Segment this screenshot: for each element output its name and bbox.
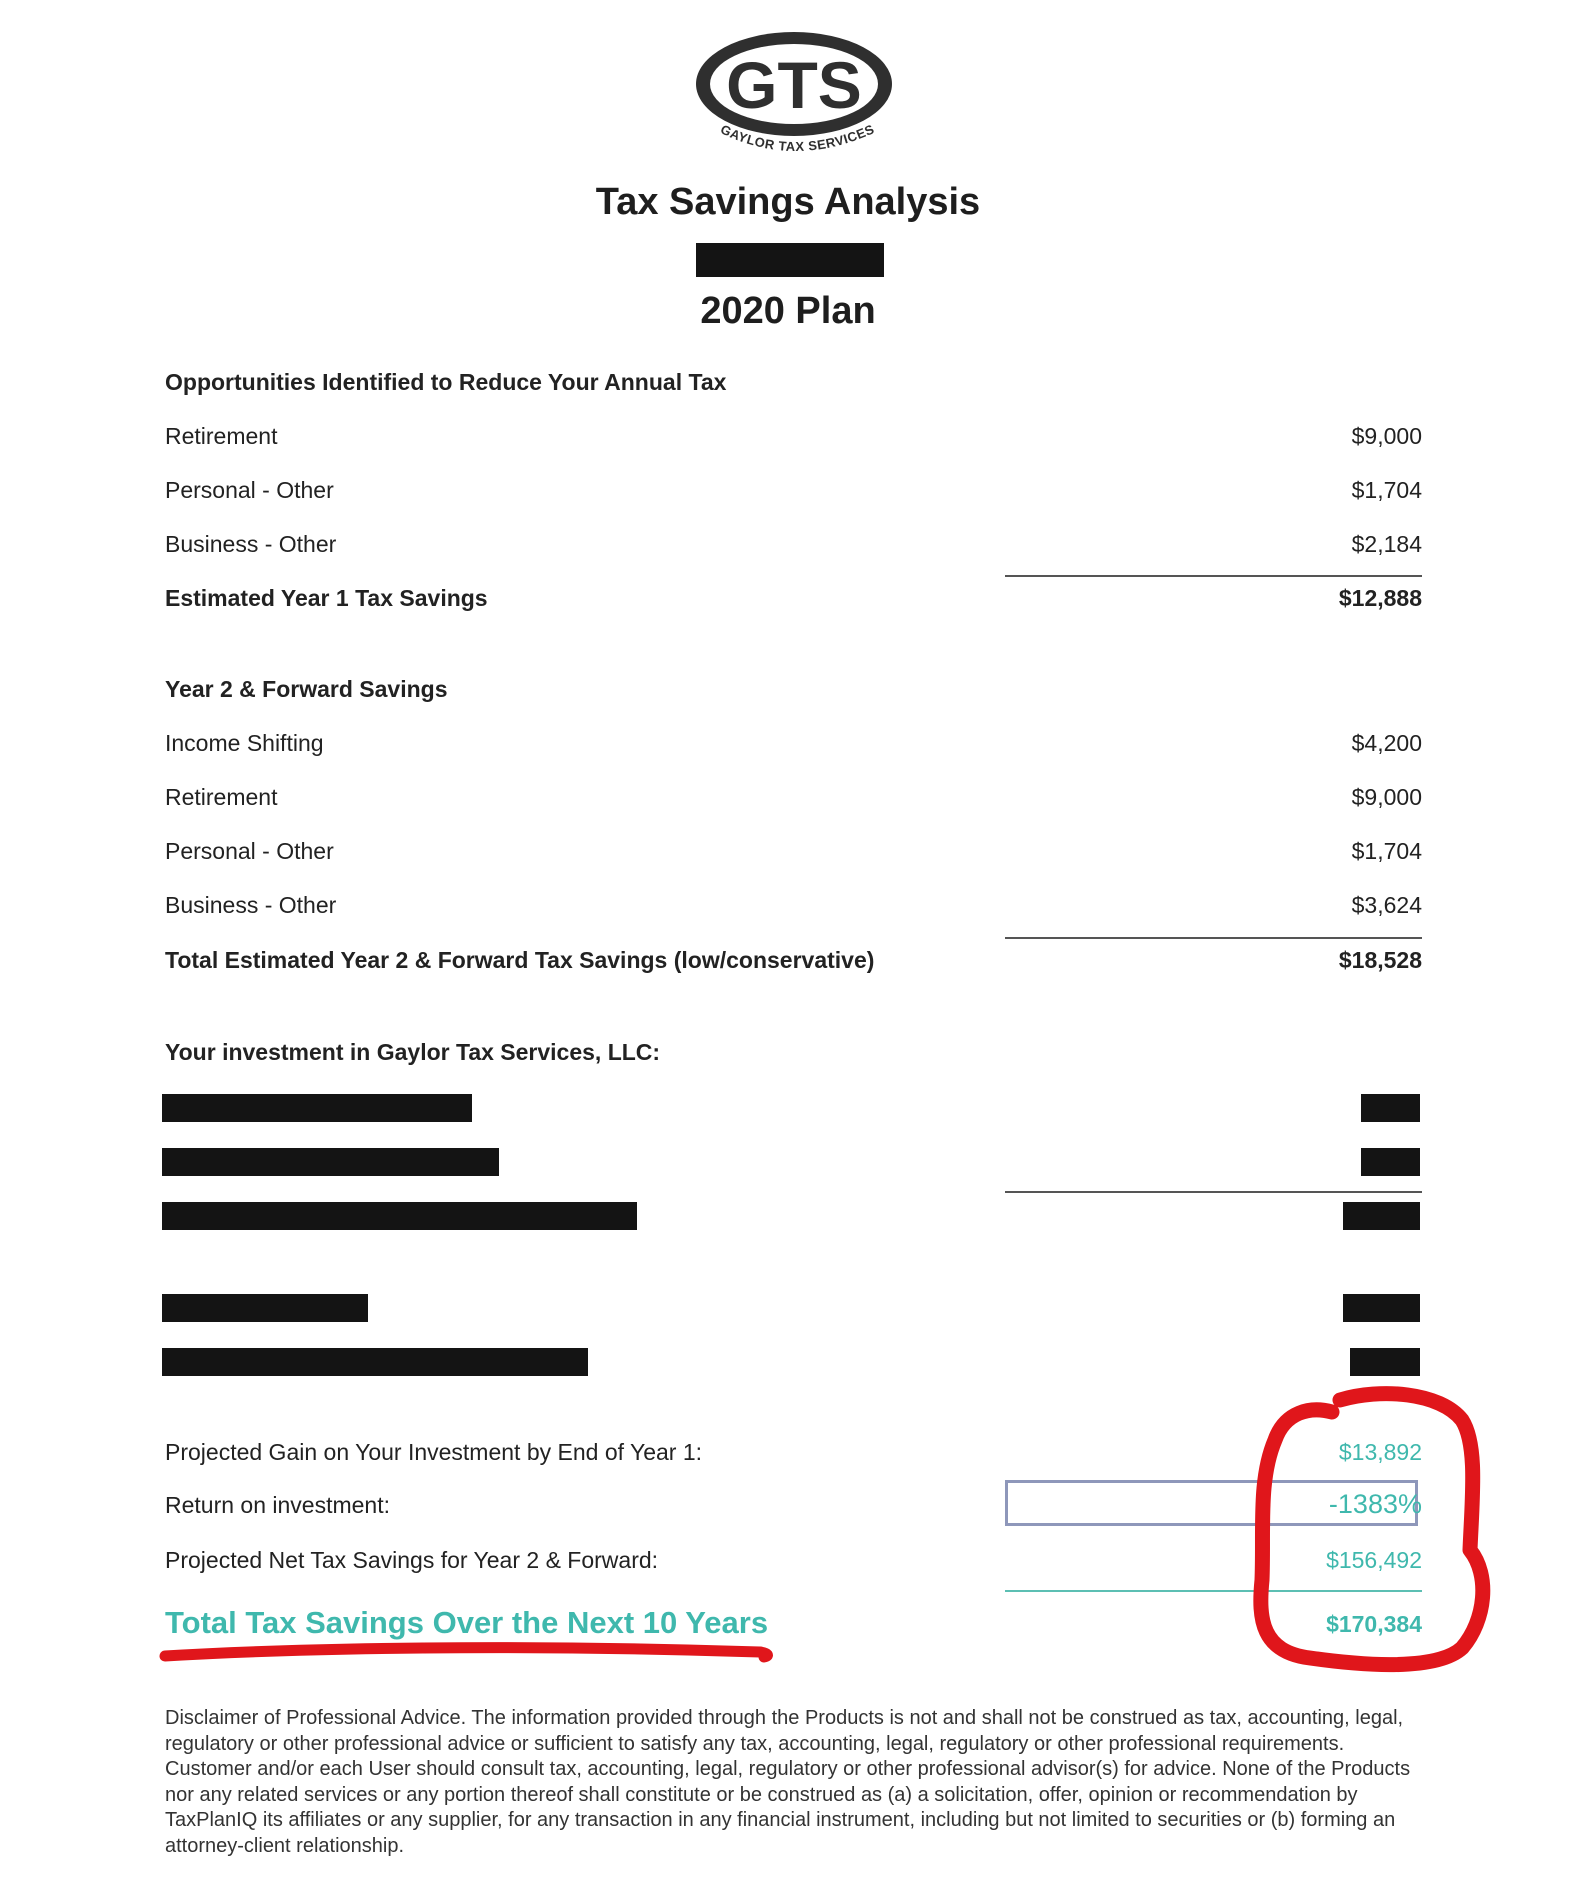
redacted-label: [162, 1202, 637, 1230]
gain-label: Projected Gain on Your Investment by End of Year 1:: [165, 1439, 703, 1465]
item-value: $4,200: [1351, 730, 1422, 756]
item-label: Business - Other: [165, 892, 337, 918]
logo-company-name: GAYLOR TAX SERVICES: [718, 121, 877, 155]
item-value: $2,184: [1351, 531, 1422, 557]
total-row: [165, 585, 1422, 625]
total-row: [165, 947, 1422, 987]
list-item: [165, 892, 1422, 932]
grand-total-row: [165, 1605, 1422, 1649]
net-savings-row: [165, 1547, 1422, 1587]
item-value: $3,624: [1351, 892, 1422, 918]
page-title: Tax Savings Analysis: [595, 181, 981, 223]
redacted-value: [1343, 1202, 1420, 1230]
gain-row: [165, 1439, 1422, 1479]
item-label: Personal - Other: [165, 838, 334, 864]
list-item: [165, 423, 1422, 463]
section-heading: Opportunities Identified to Reduce Your Annual Tax: [165, 369, 727, 395]
item-value: $1,704: [1351, 477, 1422, 503]
roi-label: Return on investment:: [165, 1492, 391, 1518]
item-label: Personal - Other: [165, 477, 334, 503]
gts-logo: [690, 22, 900, 162]
total-divider: [1005, 1590, 1422, 1592]
logo-letters: GTS: [726, 48, 862, 122]
redacted-value: [1350, 1348, 1420, 1376]
plan-title: 2020 Plan: [700, 290, 876, 332]
total-value: $18,528: [1338, 947, 1422, 973]
redacted-value: [1343, 1294, 1420, 1322]
item-label: Income Shifting: [165, 730, 324, 756]
list-item: [165, 784, 1422, 824]
section-heading: Year 2 & Forward Savings: [165, 676, 448, 702]
item-value: $9,000: [1351, 784, 1422, 810]
gain-value: $13,892: [1338, 1439, 1422, 1465]
subtotal-divider: [1005, 937, 1422, 939]
item-label: Retirement: [165, 784, 278, 810]
net-savings-value: $156,492: [1326, 1547, 1422, 1573]
redacted-label: [162, 1348, 588, 1376]
red-underline-annotation: [165, 1648, 767, 1657]
roi-value: -1383%: [1328, 1489, 1422, 1519]
total-label: Total Estimated Year 2 & Forward Tax Savings (low/conservative): [165, 947, 875, 973]
list-item: [165, 730, 1422, 770]
redacted-label: [162, 1294, 368, 1322]
list-item: [165, 838, 1422, 878]
item-label: Retirement: [165, 423, 278, 449]
net-savings-label: Projected Net Tax Savings for Year 2 & Forward:: [165, 1547, 659, 1573]
roi-row: [165, 1489, 1422, 1532]
total-value: $12,888: [1338, 585, 1422, 611]
redacted-label: [162, 1094, 472, 1122]
item-label: Business - Other: [165, 531, 337, 557]
list-item: [165, 531, 1422, 571]
redacted-value: [1361, 1148, 1420, 1176]
redacted-client-name: [696, 243, 884, 277]
redacted-value: [1361, 1094, 1420, 1122]
grand-total-label: Total Tax Savings Over the Next 10 Years: [165, 1605, 769, 1640]
disclaimer-text: Disclaimer of Professional Advice. The information provided through the Products is not and shall not be construed as tax, accounting, legal, regulatory or other professional advice or sufficient to satisfy any tax, accounting, legal, regulatory or other professional requirements. Customer and/or each User should consult tax, accounting, legal, regulatory or other professional advisor(s) for advice. None of the Products nor any related services or any portion thereof shall constitute or be construed as (a) a solicitation, offer, opinion or recommendation by TaxPlanIQ its affiliates or any supplier, for any transaction in any financial instrument, including but not limited to securities or (b) forming an attorney-client relationship.: [165, 1707, 1411, 1857]
item-value: $1,704: [1351, 838, 1422, 864]
grand-total-value: $170,384: [1326, 1611, 1422, 1637]
item-value: $9,000: [1351, 423, 1422, 449]
list-item: [165, 477, 1422, 517]
subtotal-divider: [1005, 1191, 1422, 1193]
redacted-label: [162, 1148, 499, 1176]
section-heading: Your investment in Gaylor Tax Services, LLC:: [165, 1039, 661, 1065]
total-label: Estimated Year 1 Tax Savings: [165, 585, 488, 611]
subtotal-divider: [1005, 575, 1422, 577]
